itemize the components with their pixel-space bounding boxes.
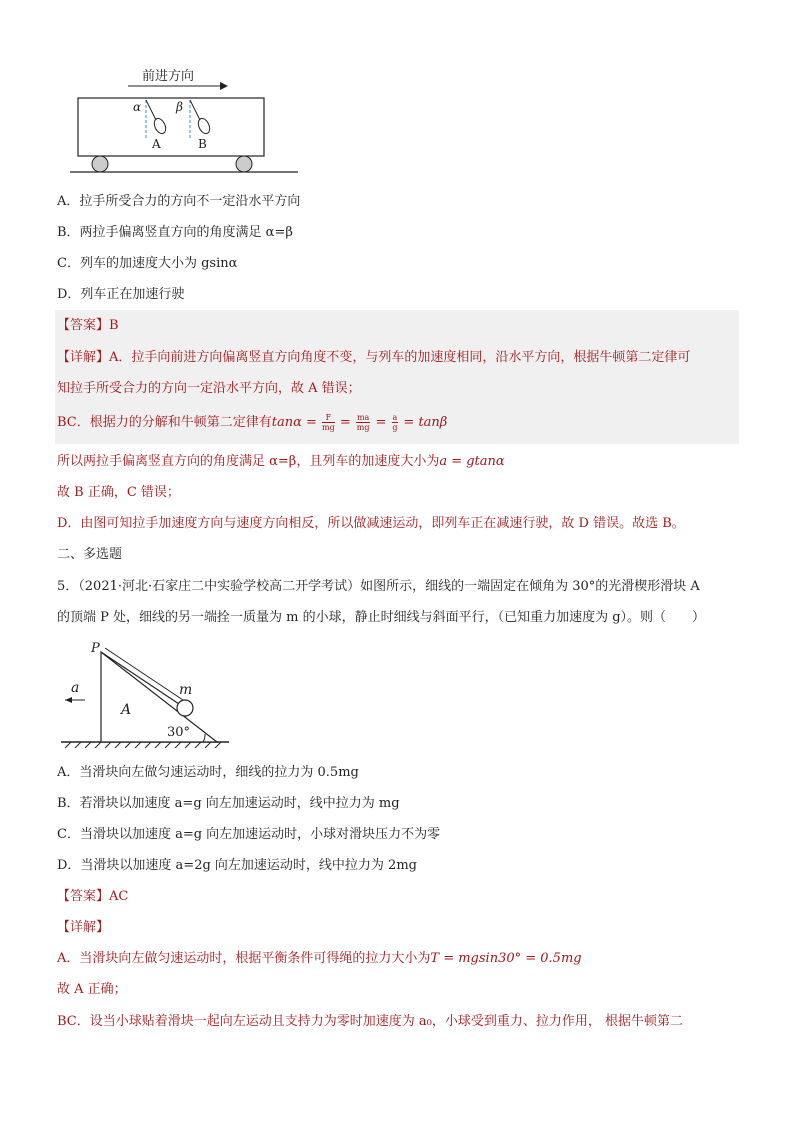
- q4-option-c: C．列车的加速度大小为 gsinα: [57, 256, 238, 271]
- block-label: A: [121, 702, 132, 718]
- wedge-figure: [55, 638, 235, 748]
- q5-detail-a: A．当滑块向左做匀速运动时，根据平衡条件可得绳的拉力大小为T = mgsin30° = 0.5mg: [57, 951, 582, 966]
- q4-detail-line2: 知拉手所受合力的方向一定沿水平方向，故 A 错误；: [57, 381, 361, 396]
- q4-b-correct: 故 B 正确，C 错误；: [57, 485, 180, 500]
- q5-stem-line1: 5．（2021·河北·石家庄二中实验学校高二开学考试）如图所示，细线的一端固定在倾角为 30°的光滑楔形滑块 A: [57, 579, 700, 594]
- forward-direction-label: 前进方向: [142, 69, 195, 84]
- fraction-f-mg: $\frac{F}{mg}$: [322, 413, 335, 432]
- handle-strap-b: [190, 100, 200, 120]
- so-formula: a = gtanα: [439, 454, 505, 469]
- q5-detail-title: 【详解】: [57, 920, 110, 935]
- q5-detail-a-correct: 故 A 正确；: [57, 982, 127, 997]
- handle-label-a: A: [152, 137, 161, 151]
- ball: [177, 700, 193, 716]
- q5-option-d: D．当滑块以加速度 a=2g 向左加速运动时，线中拉力为 2mg: [57, 858, 417, 873]
- q4-d-line: D．由图可知拉手加速度方向与速度方向相反，所以做减速运动，即列车正在减速行驶，故 D 错误。故选 B。: [57, 516, 685, 531]
- bc-prefix: BC．根据力的分解和牛顿第二定律有: [57, 415, 272, 430]
- bc-formula-lead: tanα =: [271, 415, 317, 430]
- q4-option-d: D．列车正在加速行驶: [57, 287, 185, 302]
- wheel-right: [236, 156, 252, 172]
- q5-detail-a-formula: T = mgsin30° = 0.5mg: [430, 951, 582, 966]
- acceleration-label: a: [71, 680, 80, 696]
- q4-option-a: A．拉手所受合力的方向不一定沿水平方向: [57, 194, 301, 209]
- handle-ring-a: [152, 117, 168, 136]
- alpha-label: α: [133, 100, 142, 114]
- q5-stem-line2: 的顶端 P 处，细线的另一端拴一质量为 m 的小球，静止时细线与斜面平行，（已知重力加速度为 g）。则（ ）: [57, 610, 706, 625]
- acceleration-arrow-head: [65, 697, 72, 703]
- handle-label-b: B: [198, 137, 207, 151]
- angle-label: 30°: [167, 725, 191, 740]
- q5-option-c: C．当滑块以加速度 a=g 向左加速运动时，小球对滑块压力不为零: [57, 827, 441, 842]
- q4-detail-bc: BC．根据力的分解和牛顿第二定律有tanα = $\frac{F}{mg}$ = $\frac{ma}{mg}$ = $\frac{a}{g}$ = tanβ: [57, 413, 448, 432]
- beta-label: β: [176, 100, 183, 114]
- wedge-block: [101, 652, 217, 742]
- handle-ring-b: [196, 117, 212, 136]
- forward-arrow-head: [220, 82, 228, 90]
- q4-answer: 【答案】B: [57, 318, 119, 333]
- fraction-a-g: $\frac{a}{g}$: [392, 413, 398, 432]
- train-body: [78, 98, 264, 156]
- handle-strap-a: [146, 100, 156, 120]
- q5-option-a: A．当滑块向左做匀速运动时，细线的拉力为 0.5mg: [57, 765, 359, 780]
- q5-detail-bc: BC．设当小球贴着滑块一起向左运动且支持力为零时加速度为 a₀，小球受到重力、拉力作用， 根据牛顿第二: [57, 1014, 683, 1029]
- q4-detail-line1: 【详解】A．拉手向前进方向偏离竖直方向角度不变，与列车的加速度相同，沿水平方向，根据牛顿第二定律可: [57, 350, 691, 365]
- section-title: 二、多选题: [57, 547, 123, 562]
- q5-option-b: B．若滑块以加速度 a=g 向左加速运动时，线中拉力为 mg: [57, 796, 400, 811]
- ground-hatching: [65, 742, 221, 748]
- q4-option-b: B．两拉手偏离竖直方向的角度满足 α=β: [57, 225, 293, 240]
- wheel-left: [92, 156, 108, 172]
- q5-answer: 【答案】AC: [57, 889, 129, 904]
- bc-formula-tail: = tanβ: [403, 415, 448, 430]
- point-p-label: P: [91, 641, 100, 656]
- q4-so-line: 所以两拉手偏离竖直方向的角度满足 α=β，且列车的加速度大小为a = gtanα: [57, 454, 505, 469]
- mass-label: m: [179, 682, 193, 698]
- fraction-ma-mg: $\frac{ma}{mg}$: [356, 413, 370, 432]
- train-figure: [70, 60, 310, 185]
